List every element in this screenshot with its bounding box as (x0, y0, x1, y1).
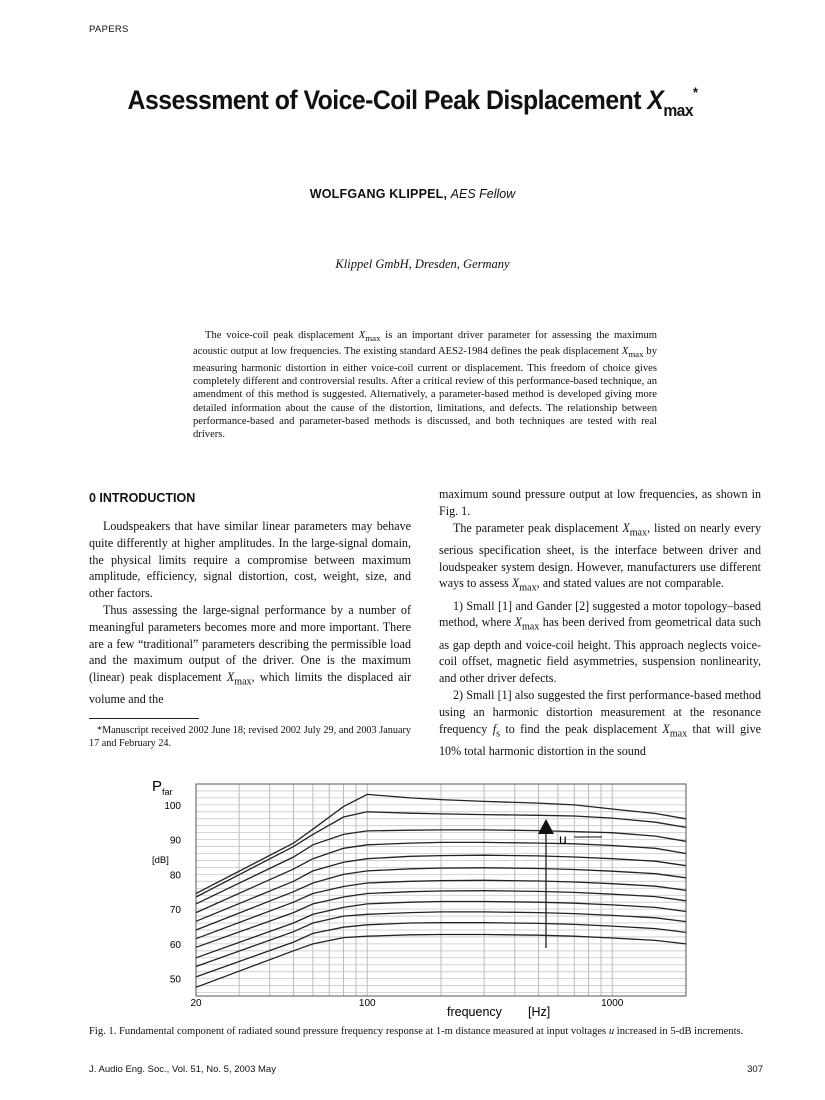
y-tick-label: 80 (169, 870, 181, 882)
section-heading: 0 INTRODUCTION (89, 491, 196, 505)
page-number: 307 (747, 1064, 763, 1075)
footnote: *Manuscript received 2002 June 18; revised 2002 July 29, and 2003 January 17 and February 24. (89, 725, 411, 749)
math-variable: X (226, 670, 235, 685)
y-tick-label: 100 (164, 800, 181, 812)
x-tick-label: 20 (190, 998, 202, 1009)
footnote-rule (89, 718, 199, 719)
title-footnote-mark: * (692, 84, 698, 100)
math-variable: X (622, 520, 630, 535)
math-subscript: max (669, 727, 688, 739)
math-variable: f (492, 721, 497, 736)
y-tick-label: 70 (169, 905, 181, 917)
footer-citation: J. Audio Eng. Soc., Vol. 51, No. 5, 2003 May (89, 1064, 276, 1075)
title-subscript: max (663, 101, 693, 120)
math-subscript: max (234, 676, 252, 688)
math-variable: X (511, 576, 520, 591)
y-tick-label: 90 (169, 835, 181, 847)
x-tick-label: 1000 (601, 998, 624, 1009)
paper-title (33, 84, 792, 121)
math-subscript: max (365, 333, 381, 344)
figure-1-chart (0, 770, 825, 1025)
y-axis-unit: [dB] (152, 855, 169, 866)
math-variable: X (621, 346, 629, 358)
math-subscript: max (628, 349, 644, 360)
right-paragraph: maximum sound pressure output at low frequencies, as shown in Fig. 1. (439, 487, 761, 518)
author-role: AES Fellow (450, 187, 516, 201)
title-text: Assessment of Voice-Coil Peak Displacement (127, 85, 648, 115)
math-variable: X (514, 615, 522, 630)
x-tick-labels (190, 998, 623, 1009)
x-tick-label: 100 (358, 998, 376, 1009)
math-subscript: max (521, 621, 540, 633)
math-variable: X (662, 721, 670, 736)
chart-grid (196, 784, 686, 996)
left-column-text (89, 518, 411, 708)
x-axis-label: frequency (447, 1005, 502, 1019)
right-paragraph: The parameter peak displacement $X_{max}$, listed on nearly every serious specification sheet, is the interface between driver and loudspeaker system design. However, manufacturers use different ways to assess $X_{max}$, and stated values are not comparable. (439, 520, 761, 594)
y-tick-label: 60 (169, 939, 181, 951)
author-line (0, 187, 825, 201)
left-paragraph: Loudspeakers that have similar linear parameters may behave quite differently at higher amplitudes. In the large-signal domain, the physical limits require a compromise between maximum amplitude, efficiency, signal distortion, cost, weight, size, and other factors. (89, 519, 411, 601)
math-variable: X (358, 330, 366, 341)
title-variable: X (647, 85, 664, 115)
y-axis-label: $P_{far}$ (152, 778, 173, 797)
math-subscript: max (519, 582, 537, 594)
y-tick-labels (164, 801, 181, 986)
author-name: WOLFGANG KLIPPEL, (309, 187, 448, 201)
left-paragraph: Thus assessing the large-signal performance by a number of meaningful parameters becomes more and more important. There are a few “traditional” parameters describing the permissible load and the maximum output of the driver. One is the maximum (linear) peak displacement $X_{max}$, which limits the displaced air volume and the (89, 602, 411, 707)
annotation-u: u (559, 831, 567, 847)
right-paragraph: 1) Small [1] and Gander [2] suggested a motor topology–based method, where $X_{max}$ has been derived from geometrical data such as gap depth and voice-coil height. This approach neglects voice-coil offset, magnetic field asymmetries, suspension nonlinearity, and other driver defects. (439, 598, 761, 686)
figure-caption: Fig. 1. Fundamental component of radiated sound pressure frequency response at 1-m distance measured at input voltages u increased in 5-dB increments. (89, 1026, 744, 1037)
affiliation: Klippel GmbH, Dresden, Germany (335, 257, 510, 271)
running-header: PAPERS (89, 24, 129, 35)
voltage-arrow-head (538, 819, 554, 834)
x-axis-unit: [Hz] (528, 1005, 551, 1019)
right-column-text (439, 486, 761, 760)
abstract-text: The voice-coil peak displacement $X_{max}$ is an important driver parameter for assessing the maximum acoustic output at low frequencies. The existing standard AES2-1984 defines the peak displacement $X_{max}$ by measuring harmonic distortion in either voice-coil current or displacement. This freedom of choice gives completely different and controversial results. After a critical review of this performance-based technique, an amendment of this method is suggested. Alternatively, a parameter-based method is developed giving more detailed information about the cause of the distortion, limitations, and defects. The relationship between performance-based and parameter-based methods is discussed, and both techniques are tested with real drivers. (193, 330, 657, 441)
math-subscript: s (496, 727, 501, 739)
right-paragraph: 2) Small [1] also suggested the first performance-based method using an harmonic distortion measurement at the resonance frequency $f_s$ to find the peak displacement $X_{max}$ that will give 10% total harmonic distortion in the sound (439, 687, 761, 758)
math-subscript: max (629, 527, 648, 538)
y-tick-label: 50 (169, 974, 181, 986)
abstract (193, 329, 657, 442)
math-variable: u (608, 1026, 615, 1037)
